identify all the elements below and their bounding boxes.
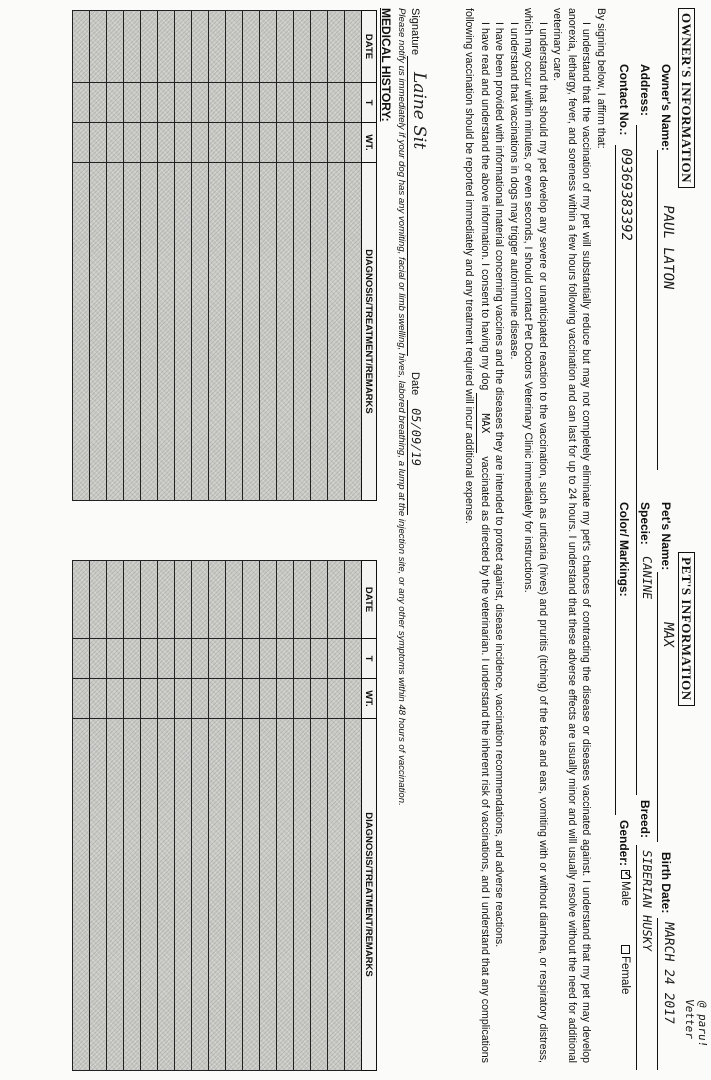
male-checkbox[interactable] — [620, 870, 635, 881]
table-cell[interactable] — [328, 679, 345, 719]
gender-male-label: Male — [619, 881, 631, 906]
owner-name-line — [657, 150, 658, 470]
table-cell[interactable] — [90, 719, 107, 1071]
left-table-body — [73, 11, 362, 501]
table-cell[interactable] — [345, 11, 362, 83]
table-cell[interactable] — [243, 679, 260, 719]
handwritten-annotation: @ paru! Vetter — [683, 998, 709, 1049]
table-cell[interactable] — [192, 639, 209, 679]
table-row — [124, 11, 141, 501]
table-cell[interactable] — [192, 11, 209, 83]
table-cell[interactable] — [328, 83, 345, 123]
table-row — [294, 561, 311, 1071]
pet-name-value[interactable]: MAX — [660, 620, 676, 649]
table-cell[interactable] — [294, 719, 311, 1071]
table-cell[interactable] — [73, 719, 90, 1071]
table-row — [328, 11, 345, 501]
table-cell[interactable] — [328, 163, 345, 501]
table-row — [243, 561, 260, 1071]
table-cell[interactable] — [192, 561, 209, 639]
pet-breed-line — [636, 845, 637, 1070]
table-cell[interactable] — [124, 679, 141, 719]
affirm-paragraph-1: I understand that the vaccination of my pet will substantially reduce but may not completely eliminate my pet's chances of contracting the disease or diseases vaccinated against. I understand that my pet may develop anorexia, lethargy, fever, and soreness within a few hours following vaccination and can last for up to 24 hours. I understand that these adverse effects are usually minor and will usually resolve without the need for additional veterinary care. — [551, 8, 593, 1063]
affirm-paragraph-5 — [462, 8, 492, 1063]
table-row — [141, 11, 158, 501]
table-cell[interactable] — [294, 123, 311, 163]
table-cell[interactable] — [158, 561, 175, 639]
reaction-notice: Please notify us immediately if your dog has any vomiting, facial or limb swelling, hives, labored breathing, a lump at the injection site, or any other symptoms within 48 hours of vaccination. — [396, 8, 407, 806]
table-cell[interactable] — [345, 719, 362, 1071]
table-row — [209, 561, 226, 1071]
table-row — [107, 11, 124, 501]
table-row — [90, 11, 107, 501]
table-cell[interactable] — [243, 719, 260, 1071]
table-cell[interactable] — [260, 11, 277, 83]
table-cell[interactable] — [243, 163, 260, 501]
table-cell[interactable] — [192, 83, 209, 123]
table-cell[interactable] — [226, 83, 243, 123]
table-cell[interactable] — [243, 11, 260, 83]
table-cell[interactable] — [192, 719, 209, 1071]
table-row — [243, 11, 260, 501]
table-row — [107, 561, 124, 1071]
owner-name-label: Owner's Name: — [659, 64, 673, 151]
medical-history-table-right — [72, 560, 377, 1071]
medical-history-table-left — [72, 10, 377, 501]
table-cell[interactable] — [107, 719, 124, 1071]
table-cell[interactable] — [175, 163, 192, 501]
table-cell[interactable] — [209, 123, 226, 163]
table-cell[interactable] — [277, 561, 294, 639]
table-cell[interactable] — [107, 679, 124, 719]
table-cell[interactable] — [141, 163, 158, 501]
table-cell[interactable] — [226, 561, 243, 639]
table-cell[interactable] — [90, 123, 107, 163]
table-cell[interactable] — [328, 561, 345, 639]
table-cell[interactable] — [107, 163, 124, 501]
table-cell[interactable] — [107, 561, 124, 639]
table-cell[interactable] — [345, 561, 362, 639]
signature-label: Signature — [409, 8, 421, 56]
table-cell[interactable] — [345, 83, 362, 123]
signature-date-label: Date — [409, 372, 421, 396]
table-cell[interactable] — [209, 83, 226, 123]
signature-line — [407, 56, 408, 356]
table-cell[interactable] — [209, 561, 226, 639]
table-cell[interactable] — [294, 163, 311, 501]
left-header-col-3: DIAGNOSIS/TREATMENT/REMARKS — [362, 163, 377, 501]
table-row — [226, 11, 243, 501]
table-cell[interactable] — [345, 163, 362, 501]
table-cell[interactable] — [277, 83, 294, 123]
owner-address-label: Address: — [638, 64, 652, 117]
table-cell[interactable] — [345, 679, 362, 719]
table-row — [124, 561, 141, 1071]
owner-section-title: OWNER'S INFORMATION — [678, 8, 695, 188]
table-cell[interactable] — [328, 11, 345, 83]
table-cell[interactable] — [277, 639, 294, 679]
table-cell[interactable] — [345, 639, 362, 679]
consent-text-a: I have read and understand the above information. I consent to having my dog — [479, 22, 491, 391]
table-cell[interactable] — [141, 639, 158, 679]
table-cell[interactable] — [311, 679, 328, 719]
table-cell[interactable] — [311, 163, 328, 501]
table-cell[interactable] — [277, 679, 294, 719]
table-cell[interactable] — [158, 83, 175, 123]
pet-name-line — [657, 572, 658, 842]
table-cell[interactable] — [158, 11, 175, 83]
table-row — [345, 561, 362, 1071]
table-cell[interactable] — [209, 639, 226, 679]
table-cell[interactable] — [260, 719, 277, 1071]
table-row — [260, 561, 277, 1071]
table-cell[interactable] — [226, 11, 243, 83]
medical-history-title: MEDICAL HISTORY: — [379, 8, 393, 122]
table-cell[interactable] — [90, 163, 107, 501]
table-cell[interactable] — [73, 11, 90, 83]
table-cell[interactable] — [73, 561, 90, 639]
table-cell[interactable] — [260, 639, 277, 679]
table-cell[interactable] — [158, 123, 175, 163]
table-row — [192, 11, 209, 501]
table-cell[interactable] — [311, 123, 328, 163]
left-header-col-2: WT. — [362, 123, 377, 163]
table-cell[interactable] — [124, 83, 141, 123]
table-cell[interactable] — [277, 123, 294, 163]
table-cell[interactable] — [175, 561, 192, 639]
owner-name-value[interactable]: PAUL LATON — [660, 203, 676, 291]
table-cell[interactable] — [175, 679, 192, 719]
table-cell[interactable] — [90, 83, 107, 123]
affirmation-block — [462, 8, 608, 1063]
table-cell[interactable] — [107, 11, 124, 83]
left-header-col-1: T — [362, 83, 377, 123]
right-table-body — [73, 561, 362, 1071]
pet-breed-value[interactable]: SIBERIAN HUSKY — [640, 849, 654, 953]
table-cell[interactable] — [141, 679, 158, 719]
table-cell[interactable] — [158, 679, 175, 719]
table-cell[interactable] — [311, 561, 328, 639]
table-cell[interactable] — [90, 679, 107, 719]
table-cell[interactable] — [260, 561, 277, 639]
table-cell[interactable] — [260, 163, 277, 501]
table-cell[interactable] — [209, 11, 226, 83]
table-cell[interactable] — [73, 83, 90, 123]
table-cell[interactable] — [243, 561, 260, 639]
gender-male-option[interactable] — [619, 870, 635, 906]
table-row — [175, 11, 192, 501]
owner-address-line — [636, 125, 637, 620]
table-cell[interactable] — [175, 719, 192, 1071]
table-cell[interactable] — [243, 83, 260, 123]
table-cell[interactable] — [328, 719, 345, 1071]
affirm-paragraph-3: I understand that vaccinations in dogs may trigger autoimmune disease. — [508, 22, 520, 360]
table-cell[interactable] — [73, 123, 90, 163]
table-cell[interactable] — [107, 83, 124, 123]
table-row — [209, 11, 226, 501]
table-row — [192, 561, 209, 1071]
table-row — [141, 561, 158, 1071]
owner-contact-label: Contact No.: — [617, 64, 631, 136]
table-row — [73, 11, 90, 501]
pet-birth-line — [657, 918, 658, 1070]
table-cell[interactable] — [294, 11, 311, 83]
table-row — [328, 561, 345, 1071]
checkmark-icon: ✓ — [620, 870, 635, 881]
table-cell[interactable] — [243, 639, 260, 679]
table-cell[interactable] — [124, 719, 141, 1071]
gender-female-label: Female — [619, 956, 631, 995]
table-cell[interactable] — [124, 561, 141, 639]
table-cell[interactable] — [141, 561, 158, 639]
table-cell[interactable] — [141, 11, 158, 83]
table-cell[interactable] — [158, 163, 175, 501]
pet-section-title: PET'S INFORMATION — [678, 552, 695, 706]
table-cell[interactable] — [192, 679, 209, 719]
table-cell[interactable] — [158, 639, 175, 679]
table-cell[interactable] — [277, 11, 294, 83]
table-cell[interactable] — [226, 123, 243, 163]
table-cell[interactable] — [311, 719, 328, 1071]
owner-contact-line — [615, 145, 616, 620]
table-cell[interactable] — [294, 83, 311, 123]
table-cell[interactable] — [328, 639, 345, 679]
pet-color-line — [615, 595, 616, 815]
right-header-col-0: DATE — [362, 561, 377, 639]
table-cell[interactable] — [277, 719, 294, 1071]
table-cell[interactable] — [90, 561, 107, 639]
female-checkbox[interactable] — [621, 945, 630, 954]
table-cell[interactable] — [175, 639, 192, 679]
table-row — [277, 11, 294, 501]
right-table-header — [362, 561, 377, 1071]
table-cell[interactable] — [294, 639, 311, 679]
table-cell[interactable] — [311, 83, 328, 123]
table-row — [277, 561, 294, 1071]
table-cell[interactable] — [226, 163, 243, 501]
pet-color-label: Color/ Markings: — [617, 502, 631, 597]
table-cell[interactable] — [192, 123, 209, 163]
pet-specie-value[interactable]: CANINE — [640, 555, 654, 601]
table-cell[interactable] — [243, 123, 260, 163]
pet-gender-label: Gender: — [617, 820, 631, 867]
pet-birth-value[interactable]: MARCH 24 2017 — [661, 920, 676, 1025]
table-cell[interactable] — [294, 679, 311, 719]
affirm-intro: By signing below, I affirm that: — [595, 8, 607, 149]
left-table-header — [362, 11, 377, 501]
table-row — [158, 561, 175, 1071]
pet-specie-label: Specie: — [638, 502, 652, 545]
table-cell[interactable] — [124, 163, 141, 501]
right-header-col-3: DIAGNOSIS/TREATMENT/REMARKS — [362, 719, 377, 1071]
table-row — [345, 11, 362, 501]
table-cell[interactable] — [124, 123, 141, 163]
table-cell[interactable] — [90, 11, 107, 83]
affirm-paragraph-2: I understand that should my pet develop any severe or unanticipated reaction to the vaccination, such as urticaria (hives) and pruritis (itching) of the face and ears, vomiting with or without diarrhea, or respiratory distress, which may occur within minutes, or even seconds, I should contact Pet Doctors Veterinary Clinic immediately for instructions. — [522, 8, 549, 1063]
table-row — [226, 561, 243, 1071]
table-cell[interactable] — [175, 83, 192, 123]
table-row — [260, 11, 277, 501]
table-cell[interactable] — [192, 163, 209, 501]
table-cell[interactable] — [226, 719, 243, 1071]
gender-female-option[interactable] — [619, 945, 631, 994]
table-cell[interactable] — [73, 639, 90, 679]
table-cell[interactable] — [158, 719, 175, 1071]
table-cell[interactable] — [260, 83, 277, 123]
table-row — [158, 11, 175, 501]
consent-dog-name[interactable]: MAX — [477, 393, 493, 453]
table-cell[interactable] — [328, 123, 345, 163]
table-cell[interactable] — [90, 639, 107, 679]
pet-name-label: Pet's Name: — [659, 502, 673, 571]
table-cell[interactable] — [209, 719, 226, 1071]
affirm-paragraph-4: I have been provided with informational material concerning vaccines and the diseases they are intended to protect against, disease incidence, vaccination recommendations, and adverse reactions. — [493, 22, 506, 948]
table-row — [73, 561, 90, 1071]
table-cell[interactable] — [209, 163, 226, 501]
table-cell[interactable] — [141, 719, 158, 1071]
consent-text-b: vaccinated as directed by the veterinarian. I understand the inherent risk of vaccinations, and I understand that any complications following vaccination should be reported immediately and any treatment required will incur additional expense. — [463, 8, 491, 1063]
pet-specie-line — [636, 550, 637, 795]
table-cell[interactable] — [260, 679, 277, 719]
signature-date-line — [407, 400, 408, 515]
table-cell[interactable] — [226, 639, 243, 679]
table-row — [311, 561, 328, 1071]
table-cell[interactable] — [73, 679, 90, 719]
table-cell[interactable] — [311, 11, 328, 83]
table-row — [175, 561, 192, 1071]
table-cell[interactable] — [175, 123, 192, 163]
table-cell[interactable] — [141, 83, 158, 123]
table-cell[interactable] — [277, 163, 294, 501]
table-cell[interactable] — [107, 639, 124, 679]
table-cell[interactable] — [311, 639, 328, 679]
table-cell[interactable] — [124, 11, 141, 83]
table-row — [311, 11, 328, 501]
table-cell[interactable] — [107, 123, 124, 163]
right-header-col-1: T — [362, 639, 377, 679]
right-header-col-2: WT. — [362, 679, 377, 719]
table-cell[interactable] — [209, 679, 226, 719]
left-header-col-0: DATE — [362, 11, 377, 83]
pet-birth-label: Birth Date: — [659, 852, 673, 914]
table-cell[interactable] — [294, 561, 311, 639]
table-cell[interactable] — [345, 123, 362, 163]
signature-date-value[interactable]: 05/09/19 — [409, 407, 423, 467]
pet-breed-label: Breed: — [638, 800, 652, 839]
table-row — [294, 11, 311, 501]
table-cell[interactable] — [141, 123, 158, 163]
table-row — [90, 561, 107, 1071]
owner-contact-value[interactable]: 09369383392 — [618, 146, 634, 242]
table-cell[interactable] — [124, 639, 141, 679]
signature-stamp: Laine Sit — [409, 72, 429, 150]
table-cell[interactable] — [260, 123, 277, 163]
table-cell[interactable] — [73, 163, 90, 501]
table-cell[interactable] — [226, 679, 243, 719]
table-cell[interactable] — [175, 11, 192, 83]
